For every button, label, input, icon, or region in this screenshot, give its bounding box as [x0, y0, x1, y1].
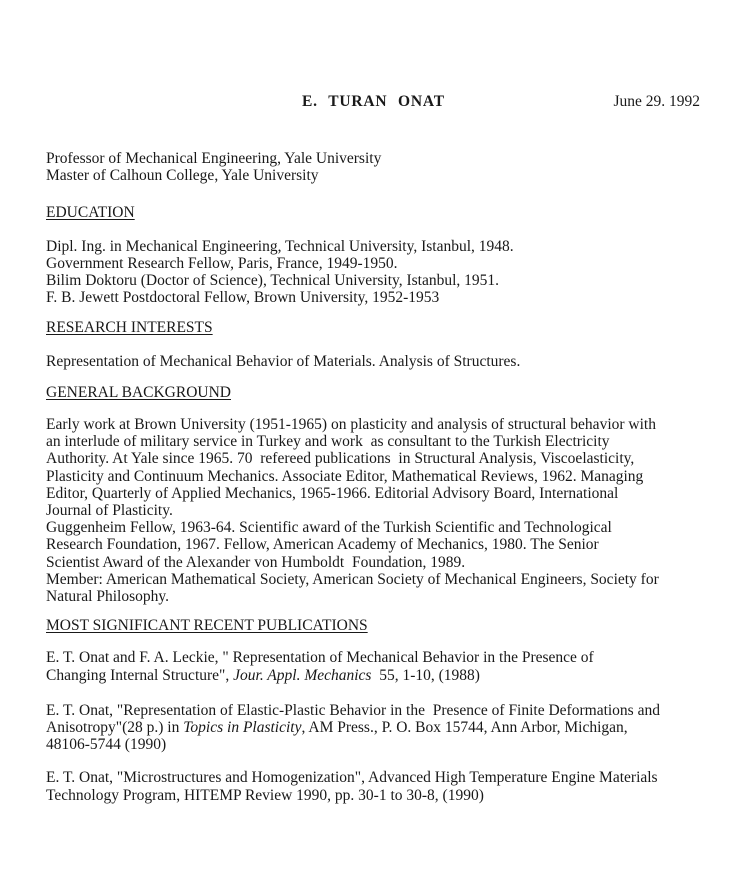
publication-line — [46, 667, 712, 684]
general-background-block — [46, 416, 712, 605]
education-line: F. B. Jewett Postdoctoral Fellow, Brown University, 1952-1953 — [46, 289, 440, 307]
publication-text: Anisotropy"(28 p.) in — [46, 719, 184, 737]
general-background-line: Authority. At Yale since 1965. 70 refereed publications in Structural Analysis, Viscoelasticity, — [46, 450, 635, 468]
general-background-line: Member: American Mathematical Society, American Society of Mechanical Engineers, Society for — [46, 570, 659, 588]
publication-line — [46, 649, 712, 666]
publication-text: E. T. Onat and F. A. Leckie, " Representation of Mechanical Behavior in the Presence of — [46, 649, 594, 667]
affiliation-line: Professor of Mechanical Engineering, Yale University — [46, 150, 382, 167]
publication-text: Technology Program, HITEMP Review 1990, pp. 30-1 to 30-8, (1990) — [46, 786, 484, 804]
education-line: Dipl. Ing. in Mechanical Engineering, Technical University, Istanbul, 1948. — [46, 237, 514, 255]
publication-text: Changing Internal Structure", — [46, 666, 234, 684]
general-background-heading: GENERAL BACKGROUND — [46, 383, 231, 401]
publication-item — [46, 649, 712, 683]
person-name: E. TURAN ONAT — [302, 93, 445, 110]
education-line: Bilim Doktoru (Doctor of Science), Technical University, Istanbul, 1951. — [46, 272, 500, 290]
document-date: June 29. 1992 — [613, 93, 700, 110]
publication-line — [46, 787, 712, 804]
general-background-line: Journal of Plasticity. — [46, 502, 173, 520]
general-background-line: an interlude of military service in Turkey and work as consultant to the Turkish Electricity — [46, 433, 610, 451]
general-background-line: Editor, Quarterly of Applied Mechanics, 1965-1966. Editorial Advisory Board, International — [46, 484, 619, 502]
publication-text: 48106-5744 (1990) — [46, 736, 167, 754]
publications-heading: MOST SIGNIFICANT RECENT PUBLICATIONS — [46, 617, 368, 635]
journal-title: Topics in Plasticity — [183, 719, 302, 737]
publication-line — [46, 702, 712, 719]
publication-item — [46, 769, 712, 803]
general-background-line: Research Foundation, 1967. Fellow, American Academy of Mechanics, 1980. The Senior — [46, 536, 599, 554]
general-background-line: Plasticity and Continuum Mechanics. Associate Editor, Mathematical Reviews, 1962. Managing — [46, 467, 644, 485]
research-interests-line: Representation of Mechanical Behavior of Materials. Analysis of Structures. — [46, 352, 521, 370]
research-interests-heading: RESEARCH INTERESTS — [46, 319, 213, 337]
general-background-line: Early work at Brown University (1951-1965) on plasticity and analysis of structural behavior with — [46, 416, 656, 434]
education-line: Government Research Fellow, Paris, France, 1949-1950. — [46, 254, 398, 272]
publication-text: E. T. Onat, "Microstructures and Homogenization", Advanced High Temperature Engine Materials — [46, 769, 658, 787]
publication-text: E. T. Onat, "Representation of Elastic-Plastic Behavior in the Presence of Finite Deformations and — [46, 701, 660, 719]
publication-line — [46, 769, 712, 786]
education-block — [46, 238, 712, 307]
publication-text: 55, 1-10, (1988) — [371, 666, 480, 684]
document-header — [46, 93, 712, 111]
research-interests-block — [46, 353, 712, 370]
journal-title: Jour. Appl. Mechanics — [233, 666, 372, 684]
publication-line — [46, 719, 712, 736]
general-background-line: Scientist Award of the Alexander von Humboldt Foundation, 1989. — [46, 553, 466, 571]
general-background-line: Natural Philosophy. — [46, 588, 169, 606]
affiliation-block — [46, 150, 712, 184]
publication-line — [46, 736, 712, 753]
affiliation-line: Master of Calhoun College, Yale University — [46, 167, 319, 185]
education-heading: EDUCATION — [46, 204, 135, 222]
publication-text: , AM Press., P. O. Box 15744, Ann Arbor, Michigan, — [301, 719, 628, 737]
general-background-line: Guggenheim Fellow, 1963-64. Scientific award of the Turkish Scientific and Technological — [46, 519, 612, 537]
publication-item — [46, 702, 712, 754]
